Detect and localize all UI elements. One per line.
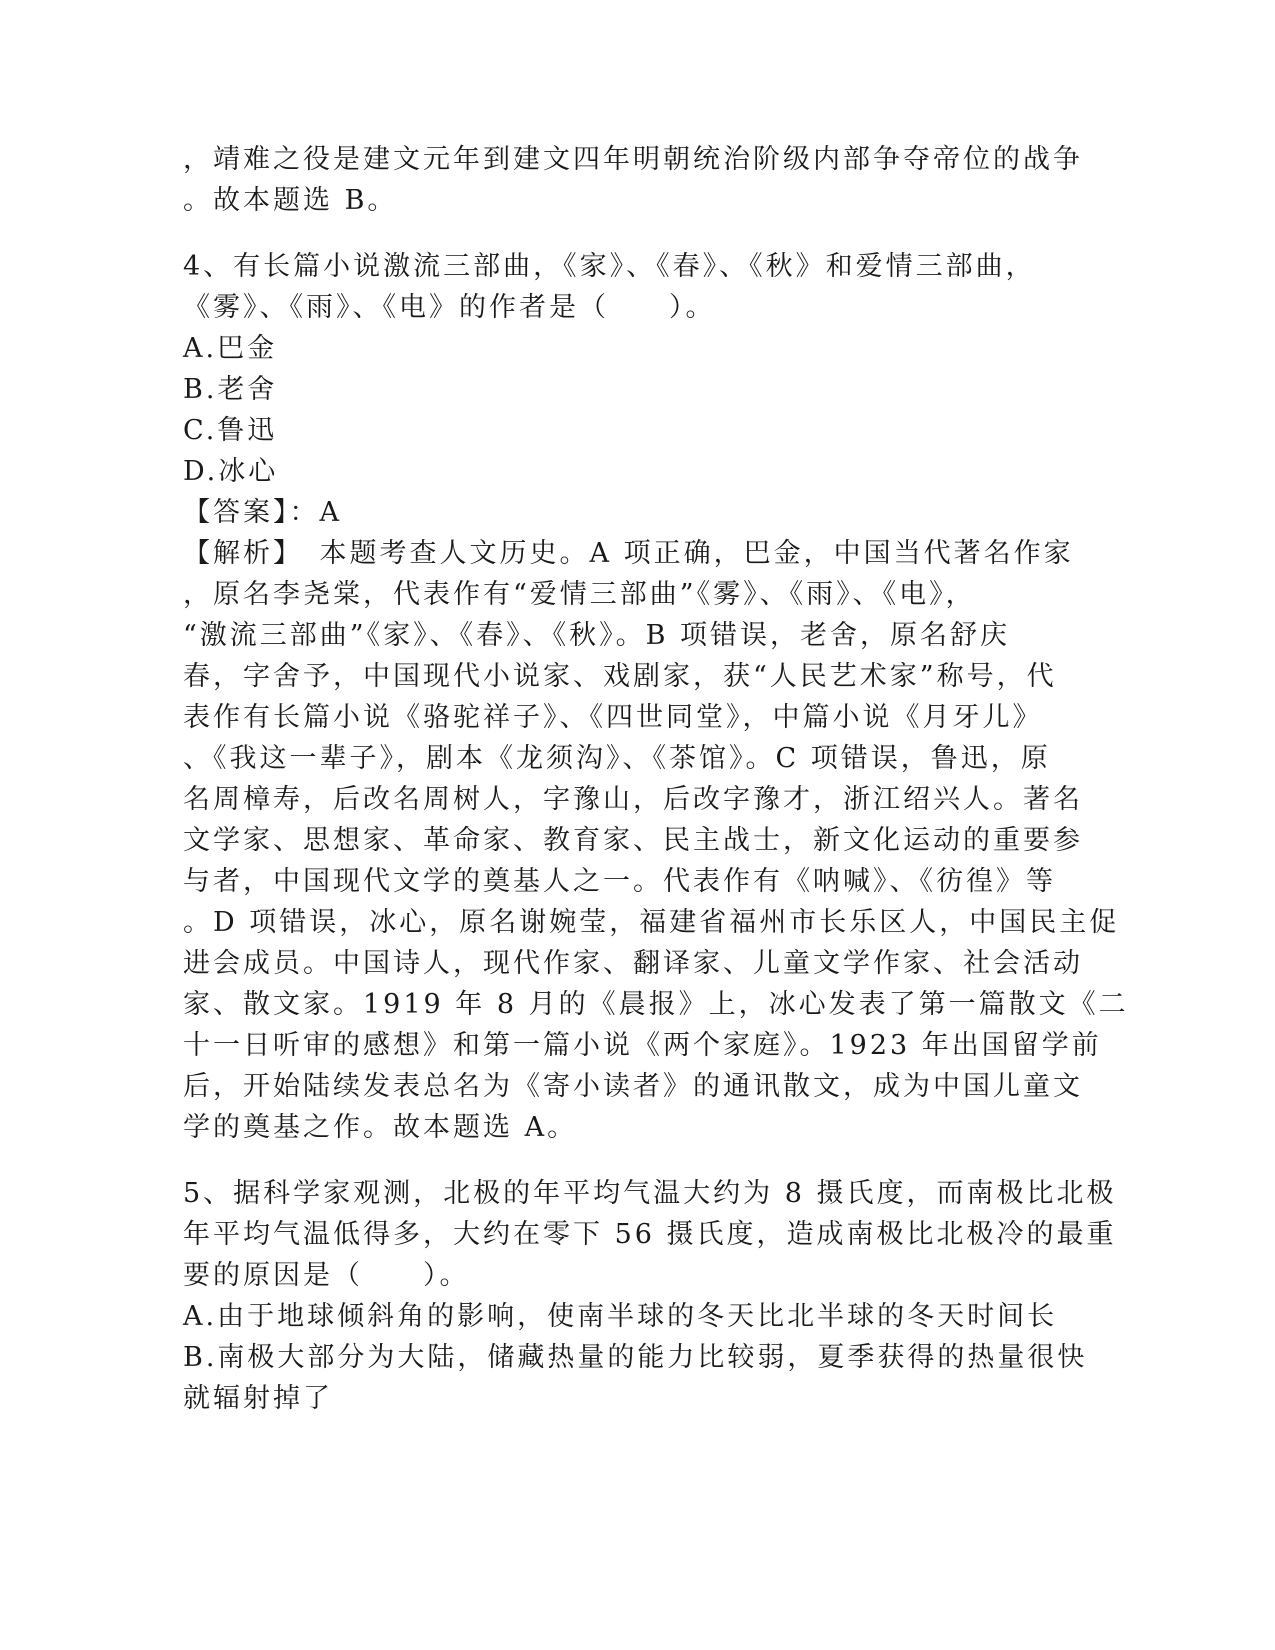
question-4-explanation-line: 名周樟寿，后改名周树人，字豫山，后改字豫才，浙江绍兴人。著名	[183, 784, 1083, 815]
question-4-option-d: D.冰心	[183, 456, 279, 487]
question-4-explanation-line: 后，开始陆续发表总名为《寄小读者》的通讯散文，成为中国儿童文	[183, 1071, 1083, 1102]
question-4-explanation-line: ，原名李尧棠，代表作有“爱情三部曲”《雾》、《雨》、《电》，	[183, 579, 976, 610]
question-4-explanation-line: 学的奠基之作。故本题选 A。	[183, 1112, 578, 1143]
question-5-stem: 要的原因是（ ）。	[183, 1260, 470, 1291]
question-4-stem: 《雾》、《雨》、《电》的作者是（ ）。	[183, 292, 716, 323]
question-4-explanation-line: 家、散文家。1919 年 8 月的《晨报》上，冰心发表了第一篇散文《二	[183, 989, 1129, 1020]
question-4-explanation-line: 文学家、思想家、革命家、教育家、民主战士，新文化运动的重要参	[183, 825, 1083, 856]
question-4-explanation-line: 、《我这一辈子》，剧本《龙须沟》、《茶馆》。C 项错误，鲁迅，原	[183, 743, 1051, 774]
question-4-answer: 【答案】：A	[183, 497, 342, 528]
question-5-stem: 5、据科学家观测，北极的年平均气温大约为 8 摄氏度，而南极比北极	[183, 1178, 1117, 1209]
question-4-stem: 4、有长篇小说激流三部曲，《家》、《春》、《秋》和爱情三部曲，	[183, 251, 1036, 282]
question-4-explanation-line: 与者，中国现代文学的奠基人之一。代表作有《呐喊》、《彷徨》等	[183, 866, 1056, 897]
question-4-explanation-line: 。D 项错误，冰心，原名谢婉莹，福建省福州市长乐区人，中国民主促	[183, 907, 1120, 938]
question-5-option-b: 就辐射掉了	[183, 1383, 333, 1414]
question-5-stem: 年平均气温低得多，大约在零下 56 摄氏度，造成南极比北极冷的最重	[183, 1219, 1117, 1250]
prev-explanation-line: 。故本题选 B。	[183, 185, 398, 216]
question-5-option-b: B.南极大部分为大陆，储藏热量的能力比较弱，夏季获得的热量很快	[183, 1342, 1088, 1373]
question-5-option-a: A.由于地球倾斜角的影响，使南半球的冬天比北半球的冬天时间长	[183, 1301, 1058, 1332]
question-4-explanation-line: 【解析】 本题考查人文历史。A 项正确，巴金，中国当代著名作家	[183, 538, 1074, 569]
question-4-option-b: B.老舍	[183, 374, 278, 405]
question-4-explanation-line: 春，字舍予，中国现代小说家、戏剧家，获“人民艺术家”称号，代	[183, 661, 1057, 692]
question-4-explanation-line: 进会成员。中国诗人，现代作家、翻译家、儿童文学作家、社会活动	[183, 948, 1083, 979]
question-4-explanation-line: 十一日听审的感想》和第一篇小说《两个家庭》。1923 年出国留学前	[183, 1030, 1102, 1061]
question-4-explanation-line: “激流三部曲”《家》、《春》、《秋》。B 项错误，老舍，原名舒庆	[183, 620, 1011, 651]
question-4-option-c: C.鲁迅	[183, 415, 278, 446]
question-4-option-a: A.巴金	[183, 333, 278, 364]
prev-explanation-line: ，靖难之役是建文元年到建文四年明朝统治阶级内部争夺帝位的战争	[183, 144, 1083, 175]
question-4-explanation-line: 表作有长篇小说《骆驼祥子》、《四世同堂》，中篇小说《月牙儿》	[183, 702, 1043, 733]
